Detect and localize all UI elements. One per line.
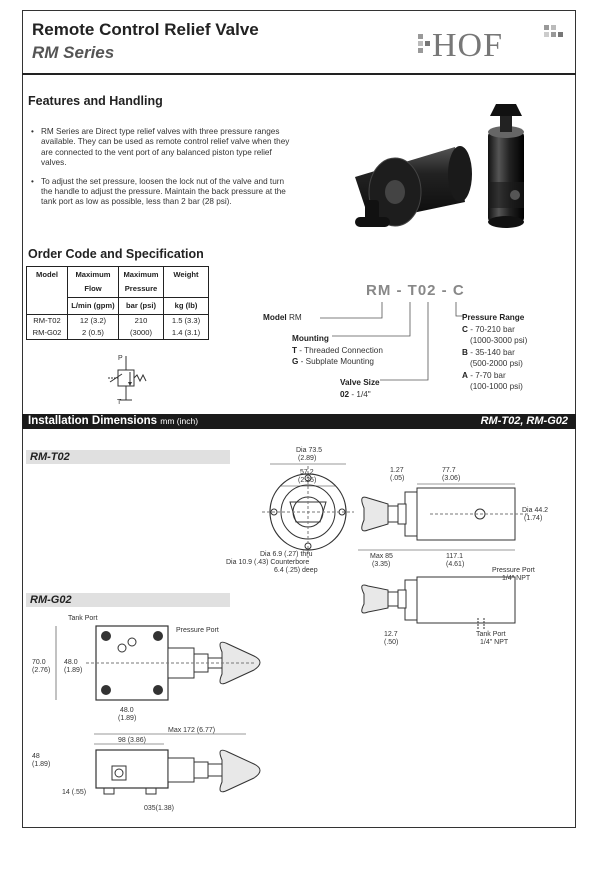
dim-text: 035(1.38) xyxy=(144,805,174,812)
dim-text: 70.0 xyxy=(32,659,46,666)
table-row xyxy=(27,315,209,328)
dim-text: 12.7 xyxy=(384,631,398,638)
page-subtitle: RM Series xyxy=(32,43,115,62)
table-cell: RM-T02 xyxy=(27,315,68,328)
mounting-option-t: T - Threaded Connection xyxy=(292,346,383,355)
dim-text: 117.1 xyxy=(446,553,463,560)
dim-text: (3.06) xyxy=(442,475,461,482)
dim-text: (2.89) xyxy=(298,455,317,462)
dim-text: (1.89) xyxy=(64,667,83,674)
rm-t02-drawing xyxy=(226,440,570,655)
unit-flow: L/min (gpm) xyxy=(68,298,119,315)
col-header-pressure: Maximum Pressure xyxy=(119,267,164,298)
dim-text: 98 (3.86) xyxy=(118,737,147,744)
spec-table xyxy=(26,266,209,340)
dim-text: Pressure Port xyxy=(176,627,219,634)
section-rm-t02: RM-T02 xyxy=(26,450,230,464)
installation-models: RM-T02, RM-G02 xyxy=(480,415,568,427)
product-photo xyxy=(300,92,560,242)
dim-text: Dia 73.5 xyxy=(296,447,323,454)
mounting-label: Mounting xyxy=(292,334,329,343)
pressure-range-label: Pressure Range xyxy=(462,313,525,322)
section-rm-g02: RM-G02 xyxy=(26,593,230,607)
order-heading: Order Code and Specification xyxy=(28,247,204,261)
dim-text: (1.89) xyxy=(32,761,51,768)
header-rule xyxy=(22,73,576,75)
dim-text: Dia 6.9 (.27) thru xyxy=(260,551,313,558)
dim-text: Dia 44.2 xyxy=(522,507,549,514)
table-cell: 12 (3.2) xyxy=(68,315,119,328)
features-list xyxy=(30,127,292,216)
dim-text: 48.0 xyxy=(120,707,134,714)
dim-text: (2.76) xyxy=(32,667,51,674)
table-cell: 1.4 (3.1) xyxy=(164,327,209,340)
table-row xyxy=(27,327,209,340)
unit-pressure: bar (psi) xyxy=(119,298,164,315)
dim-text: 48.0 xyxy=(64,659,78,666)
installation-heading: Installation Dimensions mm (inch) xyxy=(28,415,199,427)
dim-text: (1.74) xyxy=(524,515,543,522)
dim-text: Tank Port xyxy=(68,615,98,622)
order-code-leaders xyxy=(340,298,470,388)
table-cell: RM-G02 xyxy=(27,327,68,340)
feature-bullet: • RM Series are Direct type relief valves with three pressure ranges available. They can be used as remote control relief valve when they are connected to the vent port of any balanced piston type relief valves. xyxy=(41,127,292,169)
hof-logo xyxy=(418,20,568,66)
col-header-model: Model xyxy=(27,267,68,315)
model-label: Model RM xyxy=(263,313,302,322)
table-cell: 2 (0.5) xyxy=(68,327,119,340)
dim-text: 1.27 xyxy=(390,467,404,474)
dim-text: (.05) xyxy=(390,475,405,482)
dim-text: Max 172 (6.77) xyxy=(168,727,216,734)
dim-text: 77.7 xyxy=(442,467,456,474)
dim-text: Dia 10.9 (.43) Counterbore xyxy=(226,559,310,566)
dim-text: (1.89) xyxy=(118,715,137,722)
col-header-flow: Maximum Flow xyxy=(68,267,119,298)
dim-text: (4.61) xyxy=(446,561,465,568)
dim-text: Tank Port xyxy=(476,631,506,638)
dim-text: Max 85 xyxy=(370,553,393,560)
dim-text: 1/4" NPT xyxy=(502,575,531,582)
table-cell: 1.5 (3.3) xyxy=(164,315,209,328)
page-title: Remote Control Relief Valve xyxy=(32,20,259,39)
valve-size-label: Valve Size xyxy=(340,378,380,387)
pressure-option-b: B - 35-140 bar (500-2000 psi) xyxy=(462,348,523,368)
pressure-option-c: C - 70-210 bar (1000-3000 psi) xyxy=(462,325,528,345)
dim-text: (3.35) xyxy=(372,561,391,568)
dim-text: Pressure Port xyxy=(492,567,535,574)
unit-weight: kg (lb) xyxy=(164,298,209,315)
dim-text: 6.4 (.25) deep xyxy=(274,567,318,574)
valve-size-option: 02 - 1/4" xyxy=(340,390,371,399)
features-heading: Features and Handling xyxy=(28,94,163,108)
dim-text: 14 (.55) xyxy=(62,789,87,796)
col-header-weight: Weight xyxy=(164,267,209,298)
dim-text: 1/4" NPT xyxy=(480,639,509,646)
feature-bullet: • To adjust the set pressure, loosen the lock nut of the valve and turn the handle to adjust the pressure. Maintain the back pressure at the tank port as low as possible, less than 2 bar (28 psi). xyxy=(41,177,292,208)
dim-text: 48 xyxy=(32,753,40,760)
table-cell: 210 xyxy=(119,315,164,328)
table-cell: (3000) xyxy=(119,327,164,340)
rm-g02-drawing xyxy=(26,612,286,817)
installation-bar xyxy=(22,414,576,429)
symbol-label-t: T xyxy=(117,399,122,406)
pressure-option-a: A - 7-70 bar (100-1000 psi) xyxy=(462,371,523,391)
dim-text: 57.2 xyxy=(300,469,314,476)
logo-text: HOF xyxy=(432,27,504,64)
dim-text: (.50) xyxy=(384,639,399,646)
dim-text: (2.25) xyxy=(298,477,317,484)
relief-valve-symbol xyxy=(96,352,156,410)
mounting-option-g: G - Subplate Mounting xyxy=(292,357,374,366)
symbol-label-p: P xyxy=(118,355,123,362)
order-code: RM - T02 - C xyxy=(366,282,465,299)
